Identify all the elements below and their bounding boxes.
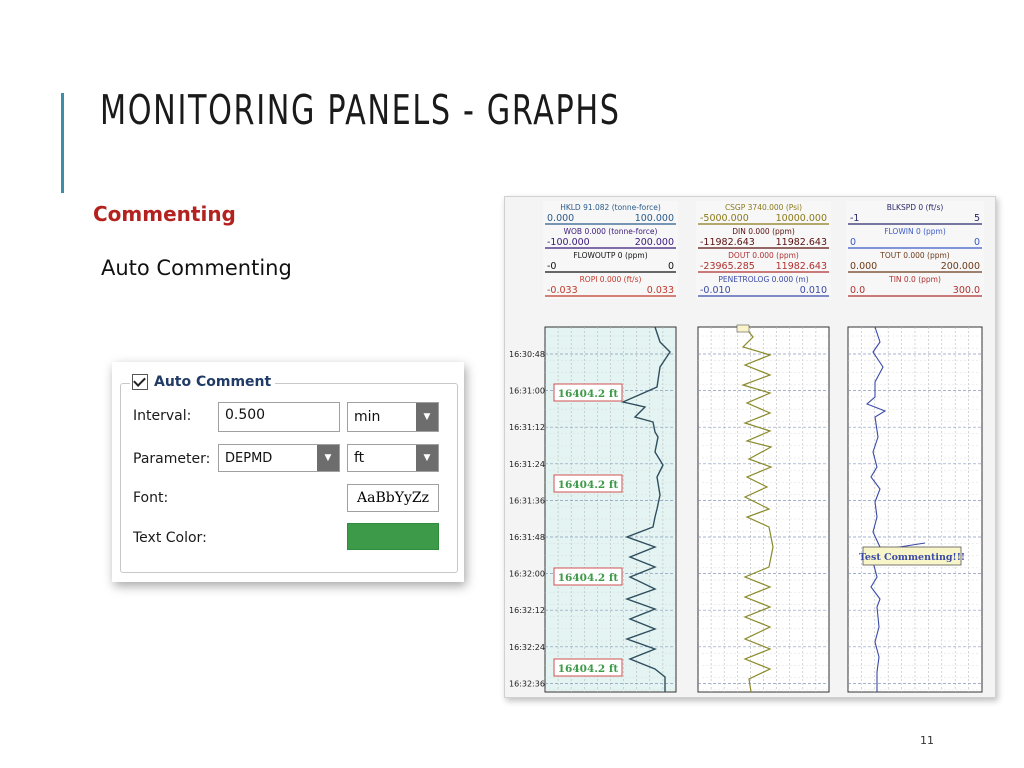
track2-marker: [737, 325, 749, 332]
chevron-down-icon[interactable]: ▼: [416, 445, 438, 471]
curve-min: -0: [547, 261, 557, 272]
curve-min: -1: [850, 213, 860, 224]
curve-name: FLOWOUTP 0 (ppm): [573, 251, 648, 260]
curve-max: 200.000: [940, 261, 980, 272]
curve-min: -5000.000: [700, 213, 749, 224]
curve-name: TOUT 0.000 (ppm): [880, 251, 950, 260]
test-comment-text: Test Commenting!!!: [858, 552, 966, 563]
curve-name: ROPI 0.000 (ft/s): [579, 275, 642, 284]
text-color-swatch[interactable]: [347, 523, 439, 550]
parameter-value: DEPMD: [225, 450, 273, 466]
curve-name: CSGP 3740.000 (Psi): [724, 203, 803, 212]
curve-name: BLKSPD 0 (ft/s): [886, 203, 944, 212]
curve-max: 5: [973, 213, 980, 224]
curve-max: 100.000: [634, 213, 674, 224]
curve-name: DOUT 0.000 (ppm): [728, 251, 799, 260]
depth-comment-text: 16404.2 ft: [557, 663, 619, 675]
curve-min: -11982.643: [700, 237, 755, 248]
parameter-select[interactable]: [218, 444, 340, 472]
curve-max: 0.033: [646, 285, 674, 296]
time-label: 16:31:00: [509, 386, 545, 396]
parameter-label: Parameter:: [133, 451, 211, 467]
curve-name: HKLD 91.082 (tonne-force): [560, 203, 661, 212]
curve-max: 10000.000: [775, 213, 827, 224]
curve-min: 0.000: [547, 213, 575, 224]
subheading: Commenting: [93, 202, 236, 226]
curve-name: WOB 0.000 (tonne-force): [563, 227, 658, 236]
curve-max: 0: [667, 261, 674, 272]
track-plot: [698, 327, 829, 692]
curve-name: FLOWIN 0 (ppm): [884, 227, 946, 236]
curve-max: 0.010: [799, 285, 827, 296]
interval-input[interactable]: 0.500: [218, 402, 340, 432]
curve-min: -0.033: [547, 285, 578, 296]
curve-min: 0: [850, 237, 857, 248]
time-label: 16:31:12: [509, 423, 545, 433]
parameter-unit-value: ft: [354, 450, 365, 466]
time-label: 16:30:48: [509, 350, 545, 359]
font-picker-button[interactable]: AaBbYyZz: [347, 484, 439, 512]
bullet-text: Auto Commenting: [101, 256, 292, 280]
graph-canvas: [505, 197, 995, 697]
page-number: 11: [920, 734, 934, 747]
curve-max: 11982.643: [775, 261, 827, 272]
time-label: 16:32:12: [509, 606, 545, 616]
time-label: 16:31:36: [509, 496, 545, 506]
curve-min: 0.000: [850, 261, 878, 272]
curve-max: 0: [973, 237, 980, 248]
time-label: 16:32:00: [509, 569, 545, 579]
curve-max: 300.0: [952, 285, 980, 296]
interval-label: Interval:: [133, 408, 192, 424]
curve-min: -0.010: [700, 285, 731, 296]
curve-name: DIN 0.000 (ppm): [732, 227, 795, 236]
chevron-down-icon[interactable]: ▼: [317, 445, 339, 471]
curve-max: 11982.643: [775, 237, 827, 248]
time-label: 16:31:24: [509, 459, 545, 469]
interval-unit-select[interactable]: [347, 402, 439, 432]
text-color-label: Text Color:: [133, 530, 207, 546]
curve-min: 0.0: [850, 285, 866, 296]
graph-panel: [504, 196, 996, 698]
depth-comment-text: 16404.2 ft: [557, 572, 619, 584]
chevron-down-icon[interactable]: ▼: [416, 403, 438, 431]
time-label: 16:32:36: [509, 679, 545, 689]
curve-min: -23965.285: [700, 261, 755, 272]
parameter-unit-select[interactable]: [347, 444, 439, 472]
time-label: 16:32:24: [509, 642, 545, 652]
auto-comment-legend: [130, 374, 275, 390]
time-label: 16:31:48: [509, 533, 545, 542]
curve-max: 200.000: [634, 237, 674, 248]
curve-min: -100.000: [547, 237, 590, 248]
depth-comment-text: 16404.2 ft: [557, 388, 619, 400]
curve-name: TIN 0.0 (ppm): [889, 275, 941, 284]
font-label: Font:: [133, 490, 169, 506]
curve-name: PENETROLOG 0.000 (m): [718, 275, 809, 284]
interval-unit-value: min: [354, 409, 381, 425]
track-plot: [848, 327, 982, 692]
accent-bar: [61, 93, 64, 193]
auto-comment-label: Auto Comment: [154, 374, 272, 390]
slide-title: MONITORING PANELS - GRAPHS: [100, 86, 621, 134]
depth-comment-text: 16404.2 ft: [557, 479, 619, 491]
auto-comment-checkbox[interactable]: [132, 374, 148, 390]
